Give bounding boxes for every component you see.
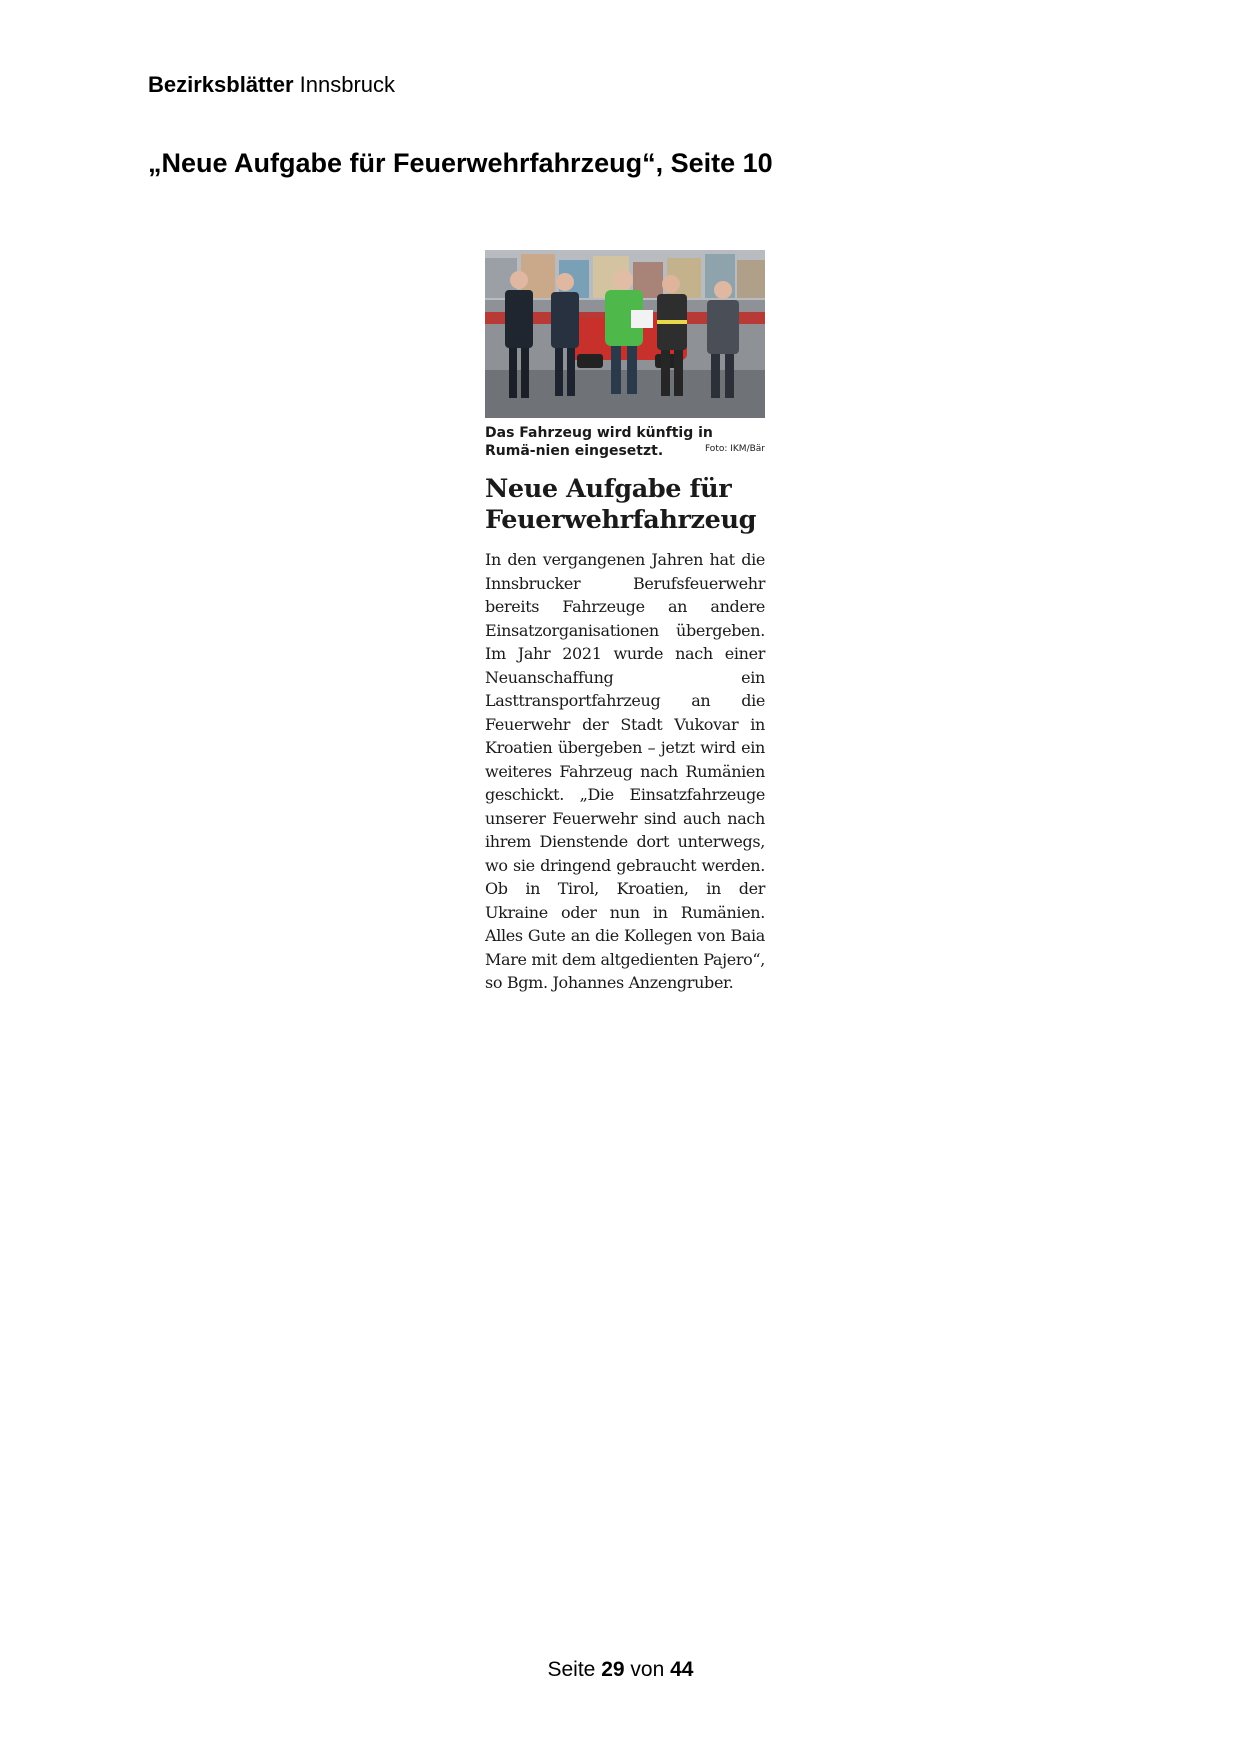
newspaper-clipping [485, 250, 765, 995]
article-reference-headline: „Neue Aufgabe für Feuerwehrfahrzeug“, Seite 10 [148, 148, 773, 178]
photo-caption-row [485, 424, 765, 460]
footer-page-number: 29 [601, 1658, 625, 1681]
photo-caption: Das Fahrzeug wird künftig in Rumä-nien eingesetzt. [485, 425, 713, 459]
article-photo [485, 250, 765, 418]
source-line [148, 72, 395, 98]
footer-prefix: Seite [547, 1658, 596, 1681]
footer-page-total: 44 [670, 1658, 694, 1681]
article-title: Neue Aufgabe für Feuerwehrfahrzeug [485, 474, 757, 535]
source-region: Innsbruck [293, 72, 396, 97]
article-body: In den vergangenen Jahren hat die Innsbrucker Berufsfeuerwehr bereits Fahrzeuge an andere Einsatzorganisationen übergeben. Im Jahr 2021 wurde nach einer Neuanschaffung ein Lasttransportfahrzeug an die Feuerwehr der Stadt Vukovar in Kroatien übergeben – jetzt wird ein weiteres Fahrzeug nach Rumänien geschickt. „Die Einsatzfahrzeuge unserer Feuerwehr sind auch nach ihrem Dienstende dort unterwegs, wo sie dringend gebraucht werden. Ob in Tirol, Kroatien, in der Ukraine oder nun in Rumänien. Alles Gute an die Kollegen von Baia Mare mit dem altgedienten Pajero“, so Bgm. Johannes Anzengruber. [485, 550, 765, 992]
source-name: Bezirksblätter [148, 72, 294, 97]
page-footer [0, 1658, 1241, 1682]
group-photo-icon [485, 250, 765, 418]
photo-credit: Foto: IKM/Bär [704, 444, 765, 454]
footer-mid: von [630, 1658, 665, 1681]
